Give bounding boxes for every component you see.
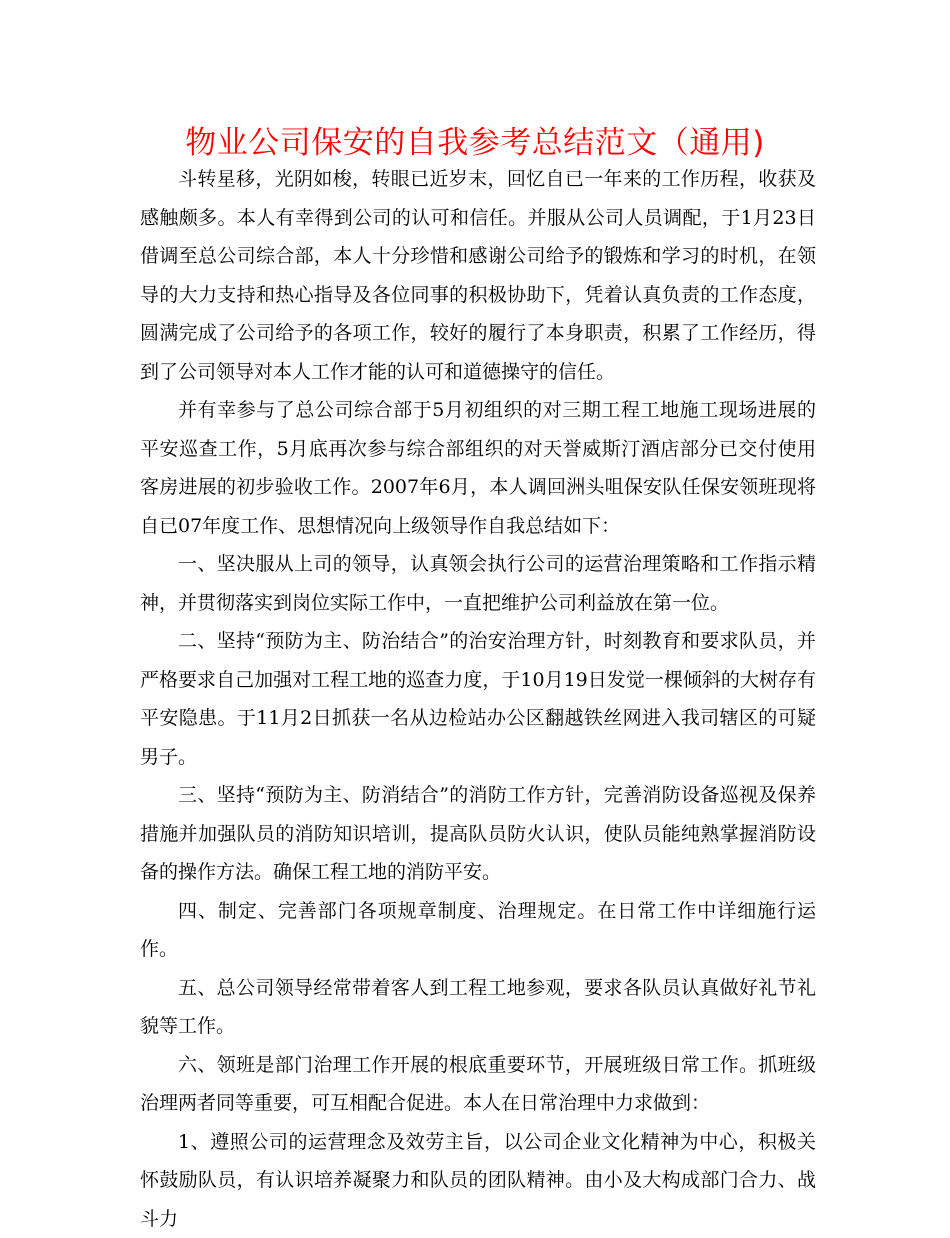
- paragraph: 斗转星移，光阴如梭，转眼已近岁末，回忆自已一年来的工作历程，收获及感触颇多。本人有幸得到公司的认可和信任。并服从公司人员调配，于1月23日借调至总公司综合部，本人十分珍惜和感谢公司给予的锻炼和学习的时机，在领导的大力支持和热心指导及各位同事的积极协助下，凭着认真负责的工作态度，圆满完成了公司给予的各项工作，较好的履行了本身职责，积累了工作经历，得到了公司领导对本人工作才能的认可和道德操守的信任。: [140, 160, 816, 391]
- paragraph: 1、遵照公司的运营理念及效劳主旨，以公司企业文化精神为中心，积极关怀鼓励队员，有认识培养凝聚力和队员的团队精神。由小及大构成部门合力、战斗力: [140, 1123, 816, 1238]
- paragraph: 三、坚持“预防为主、防消结合”的消防工作方针，完善消防设备巡视及保养措施并加强队员的消防知识培训，提高队员防火认识，使队员能纯熟掌握消防设备的操作方法。确保工程工地的消防平安。: [140, 776, 816, 892]
- paragraph: 六、领班是部门治理工作开展的根底重要环节，开展班级日常工作。抓班级治理两者同等重要，可互相配合促进。本人在日常治理中力求做到：: [140, 1046, 816, 1123]
- paragraph: 二、坚持“预防为主、防治结合”的治安治理方针，时刻教育和要求队员，并严格要求自己加强对工程工地的巡查力度，于10月19日发觉一棵倾斜的大树存有平安隐患。于11月2日抓获一名从边检站办公区翻越铁丝网进入我司辖区的可疑男子。: [140, 622, 816, 776]
- document-title: 物业公司保安的自我参考总结范文（通用): [0, 122, 950, 164]
- paragraph: 并有幸参与了总公司综合部于5月初组织的对三期工程工地施工现场进展的平安巡查工作，5月底再次参与综合部组织的对天誉威斯汀酒店部分已交付使用客房进展的初步验收工作。2007年6月，本人调回洲头咀保安队任保安领班现将自已07年度工作、思想情况向上级领导作自我总结如下：: [140, 391, 816, 545]
- paragraph: 五、总公司领导经常带着客人到工程工地参观，要求各队员认真做好礼节礼貌等工作。: [140, 969, 816, 1046]
- paragraph: 一、坚决服从上司的领导，认真领会执行公司的运营治理策略和工作指示精神，并贯彻落实到岗位实际工作中，一直把维护公司利益放在第一位。: [140, 545, 816, 622]
- paragraph: 四、制定、完善部门各项规章制度、治理规定。在日常工作中详细施行运作。: [140, 892, 816, 969]
- document-body: [140, 160, 816, 1238]
